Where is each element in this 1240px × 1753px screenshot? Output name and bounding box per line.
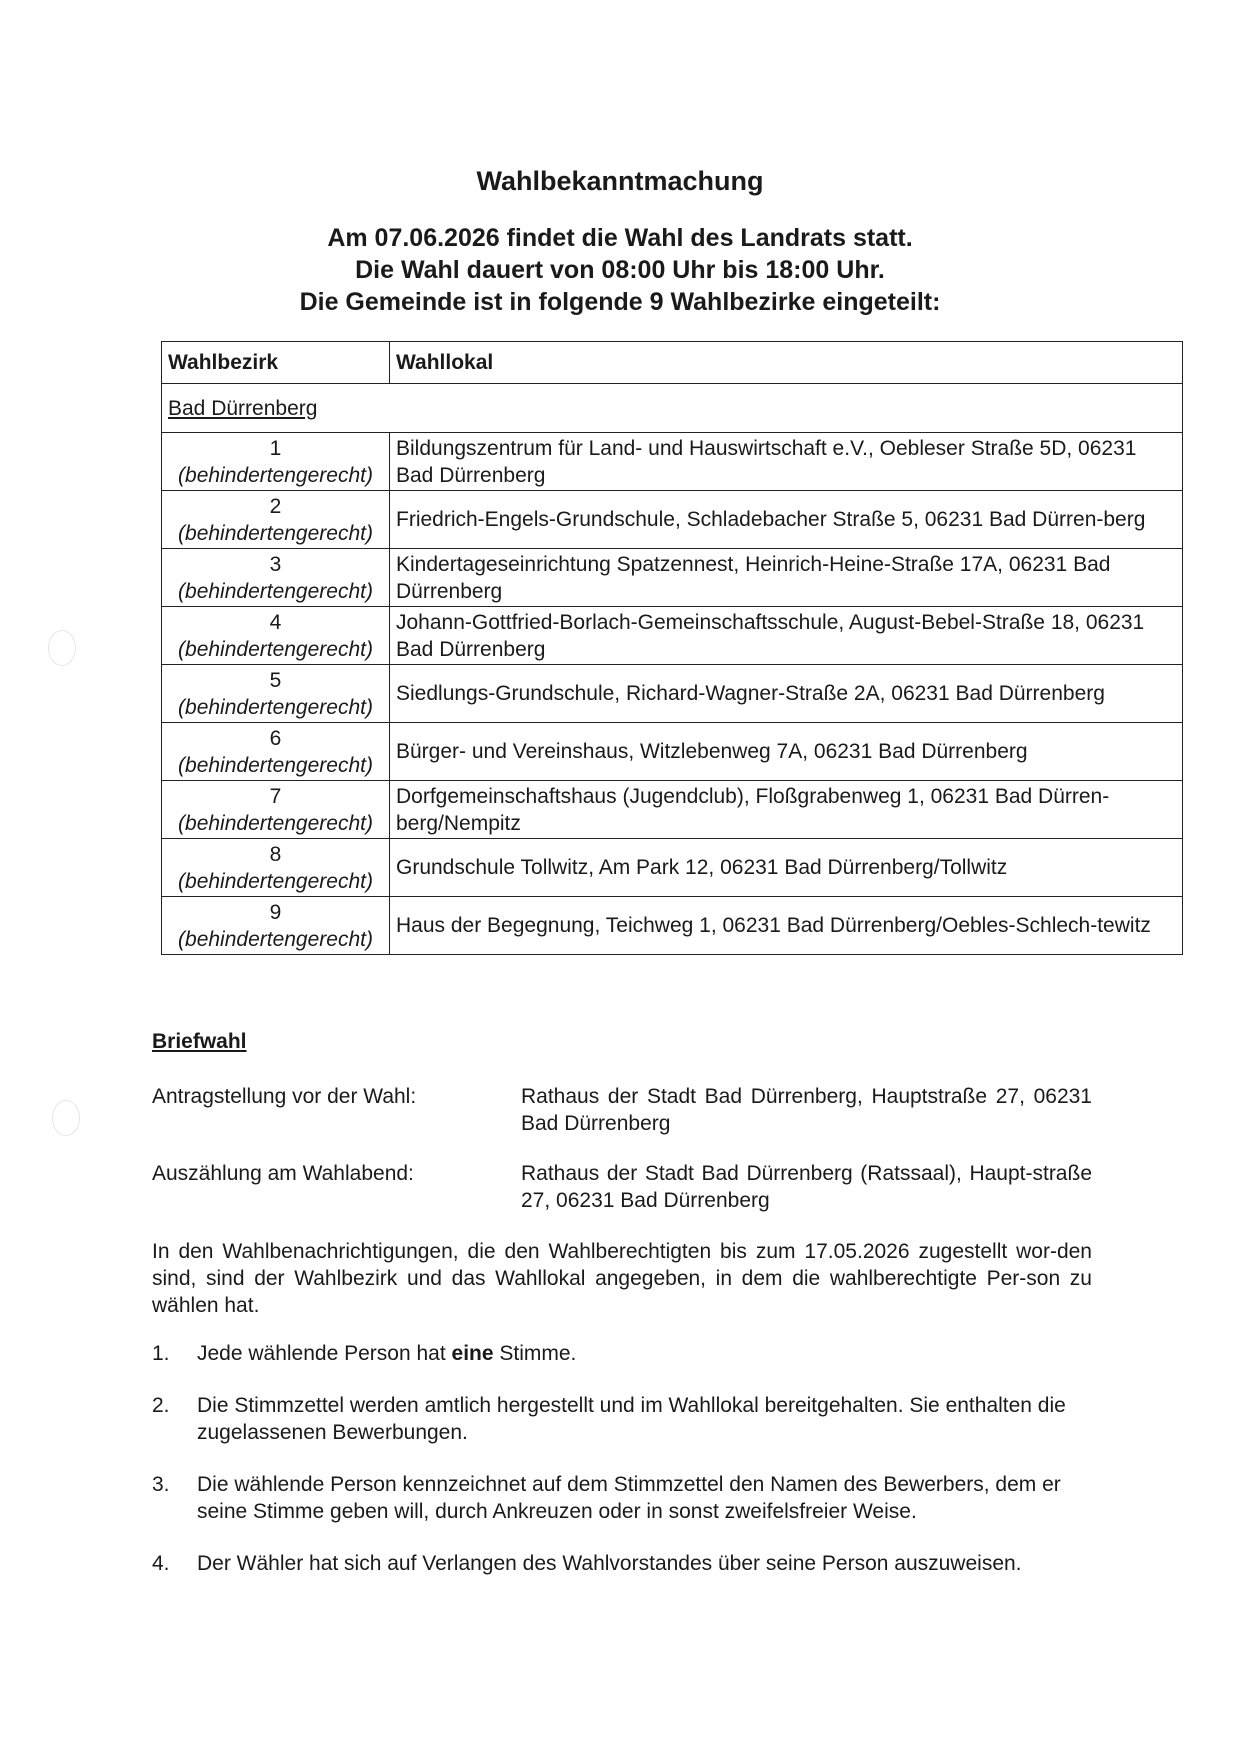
table-row <box>162 607 1183 665</box>
table-row <box>162 723 1183 781</box>
district-number-cell <box>162 549 390 607</box>
accessibility-note: (behindertengerecht) <box>178 637 373 661</box>
accessibility-note: (behindertengerecht) <box>178 811 373 835</box>
section-cell <box>162 384 1183 433</box>
polling-station-cell: Johann-Gottfried-Borlach-Gemeinschaftsschule, August-Bebel-Straße 18, 06231 Bad Dürrenberg <box>390 607 1183 665</box>
list-item <box>152 1550 1092 1577</box>
accessibility-note: (behindertengerecht) <box>178 695 373 719</box>
accessibility-note: (behindertengerecht) <box>178 869 373 893</box>
antrag-label: Antragstellung vor der Wahl: <box>152 1085 417 1108</box>
section-row <box>162 384 1183 433</box>
election-time-line: Die Wahl dauert von 08:00 Uhr bis 18:00 Uhr. <box>355 256 885 284</box>
district-number: 7 <box>269 784 282 808</box>
rule-text-end: Stimme. <box>493 1342 577 1365</box>
district-count-line: Die Gemeinde ist in folgende 9 Wahlbezirke eingeteilt: <box>299 288 941 316</box>
district-table <box>161 341 1183 955</box>
district-number: 8 <box>269 842 282 866</box>
punch-hole-mark <box>48 630 76 666</box>
list-item <box>152 1340 1092 1367</box>
district-number-cell <box>162 781 390 839</box>
district-number: 5 <box>269 668 282 692</box>
rule-number: 1. <box>152 1342 170 1365</box>
district-number-cell <box>162 491 390 549</box>
announcement-header <box>0 222 1240 318</box>
polling-station-cell: Dorfgemeinschaftshaus (Jugendclub), Floßgrabenweg 1, 06231 Bad Dürren-berg/Nempitz <box>390 781 1183 839</box>
rule-number: 2. <box>152 1394 170 1417</box>
column-header-wahlbezirk: Wahlbezirk <box>162 342 390 384</box>
accessibility-note: (behindertengerecht) <box>178 579 373 603</box>
district-number: 6 <box>269 726 282 750</box>
polling-station-cell: Bildungszentrum für Land- und Hauswirtschaft e.V., Oebleser Straße 5D, 06231 Bad Dürrenberg <box>390 433 1183 491</box>
rule-text: Der Wähler hat sich auf Verlangen des Wahlvorstandes über seine Person auszuweisen. <box>197 1552 1022 1575</box>
polling-station-cell: Kindertageseinrichtung Spatzennest, Heinrich-Heine-Straße 17A, 06231 Bad Dürrenberg <box>390 549 1183 607</box>
polling-station-cell: Siedlungs-Grundschule, Richard-Wagner-Straße 2A, 06231 Bad Dürrenberg <box>390 665 1183 723</box>
district-number-cell <box>162 897 390 955</box>
rule-text: Die wählende Person kennzeichnet auf dem Stimmzettel den Namen des Bewerbers, dem er seine Stimme geben will, durch Ankreuzen oder in sonst zweifelsfreier Weise. <box>197 1473 1061 1523</box>
list-item <box>152 1471 1092 1525</box>
district-number-cell <box>162 839 390 897</box>
notification-paragraph: In den Wahlbenachrichtigungen, die den Wahlberechtigten bis zum 17.05.2026 zugestellt wor-den sind, sind der Wahlbezirk und das Wahllokal angegeben, in dem die wahlberechtigte Per-son zu wählen hat. <box>152 1240 1092 1317</box>
table-row <box>162 897 1183 955</box>
district-number: 3 <box>269 552 282 576</box>
accessibility-note: (behindertengerecht) <box>178 927 373 951</box>
section-title: Bad Dürrenberg <box>168 396 318 420</box>
accessibility-note: (behindertengerecht) <box>178 753 373 777</box>
rule-text: Die Stimmzettel werden amtlich hergestellt und im Wahllokal bereitgehalten. Sie enthalten die zugelassenen Bewerbungen. <box>197 1394 1066 1444</box>
auszaehlung-value: Rathaus der Stadt Bad Dürrenberg (Ratssaal), Haupt-straße 27, 06231 Bad Dürrenberg <box>521 1162 1092 1212</box>
table-row <box>162 491 1183 549</box>
column-header-wahllokal: Wahllokal <box>390 342 1183 384</box>
district-number-cell <box>162 665 390 723</box>
antrag-value: Rathaus der Stadt Bad Dürrenberg, Hauptstraße 27, 06231 Bad Dürrenberg <box>521 1085 1092 1135</box>
table-row <box>162 839 1183 897</box>
list-item <box>152 1392 1092 1446</box>
rule-number: 3. <box>152 1473 170 1496</box>
rule-text: Jede wählende Person hat <box>197 1342 452 1365</box>
polling-station-cell: Haus der Begegnung, Teichweg 1, 06231 Bad Dürrenberg/Oebles-Schlech-tewitz <box>390 897 1183 955</box>
district-number: 2 <box>269 494 282 518</box>
rule-emphasis: eine <box>451 1342 494 1365</box>
district-number-cell <box>162 723 390 781</box>
rule-number: 4. <box>152 1552 170 1575</box>
table-row <box>162 549 1183 607</box>
district-number: 1 <box>269 436 282 460</box>
district-number-cell <box>162 433 390 491</box>
district-number-cell <box>162 607 390 665</box>
accessibility-note: (behindertengerecht) <box>178 463 373 487</box>
briefwahl-heading: Briefwahl <box>152 1030 247 1053</box>
polling-station-cell: Grundschule Tollwitz, Am Park 12, 06231 Bad Dürrenberg/Tollwitz <box>390 839 1183 897</box>
polling-station-cell: Bürger- und Vereinshaus, Witzlebenweg 7A, 06231 Bad Dürrenberg <box>390 723 1183 781</box>
election-date-line: Am 07.06.2026 findet die Wahl des Landrats statt. <box>327 224 913 252</box>
district-number: 9 <box>269 900 282 924</box>
accessibility-note: (behindertengerecht) <box>178 521 373 545</box>
polling-station-cell: Friedrich-Engels-Grundschule, Schladebacher Straße 5, 06231 Bad Dürren-berg <box>390 491 1183 549</box>
auszaehlung-label: Auszählung am Wahlabend: <box>152 1162 414 1185</box>
district-number: 4 <box>269 610 282 634</box>
table-row <box>162 433 1183 491</box>
table-row <box>162 665 1183 723</box>
punch-hole-mark <box>52 1100 80 1136</box>
rules-list <box>152 1340 1092 1602</box>
table-row <box>162 781 1183 839</box>
page-title: Wahlbekanntmachung <box>476 166 764 196</box>
table-header-row <box>162 342 1183 384</box>
